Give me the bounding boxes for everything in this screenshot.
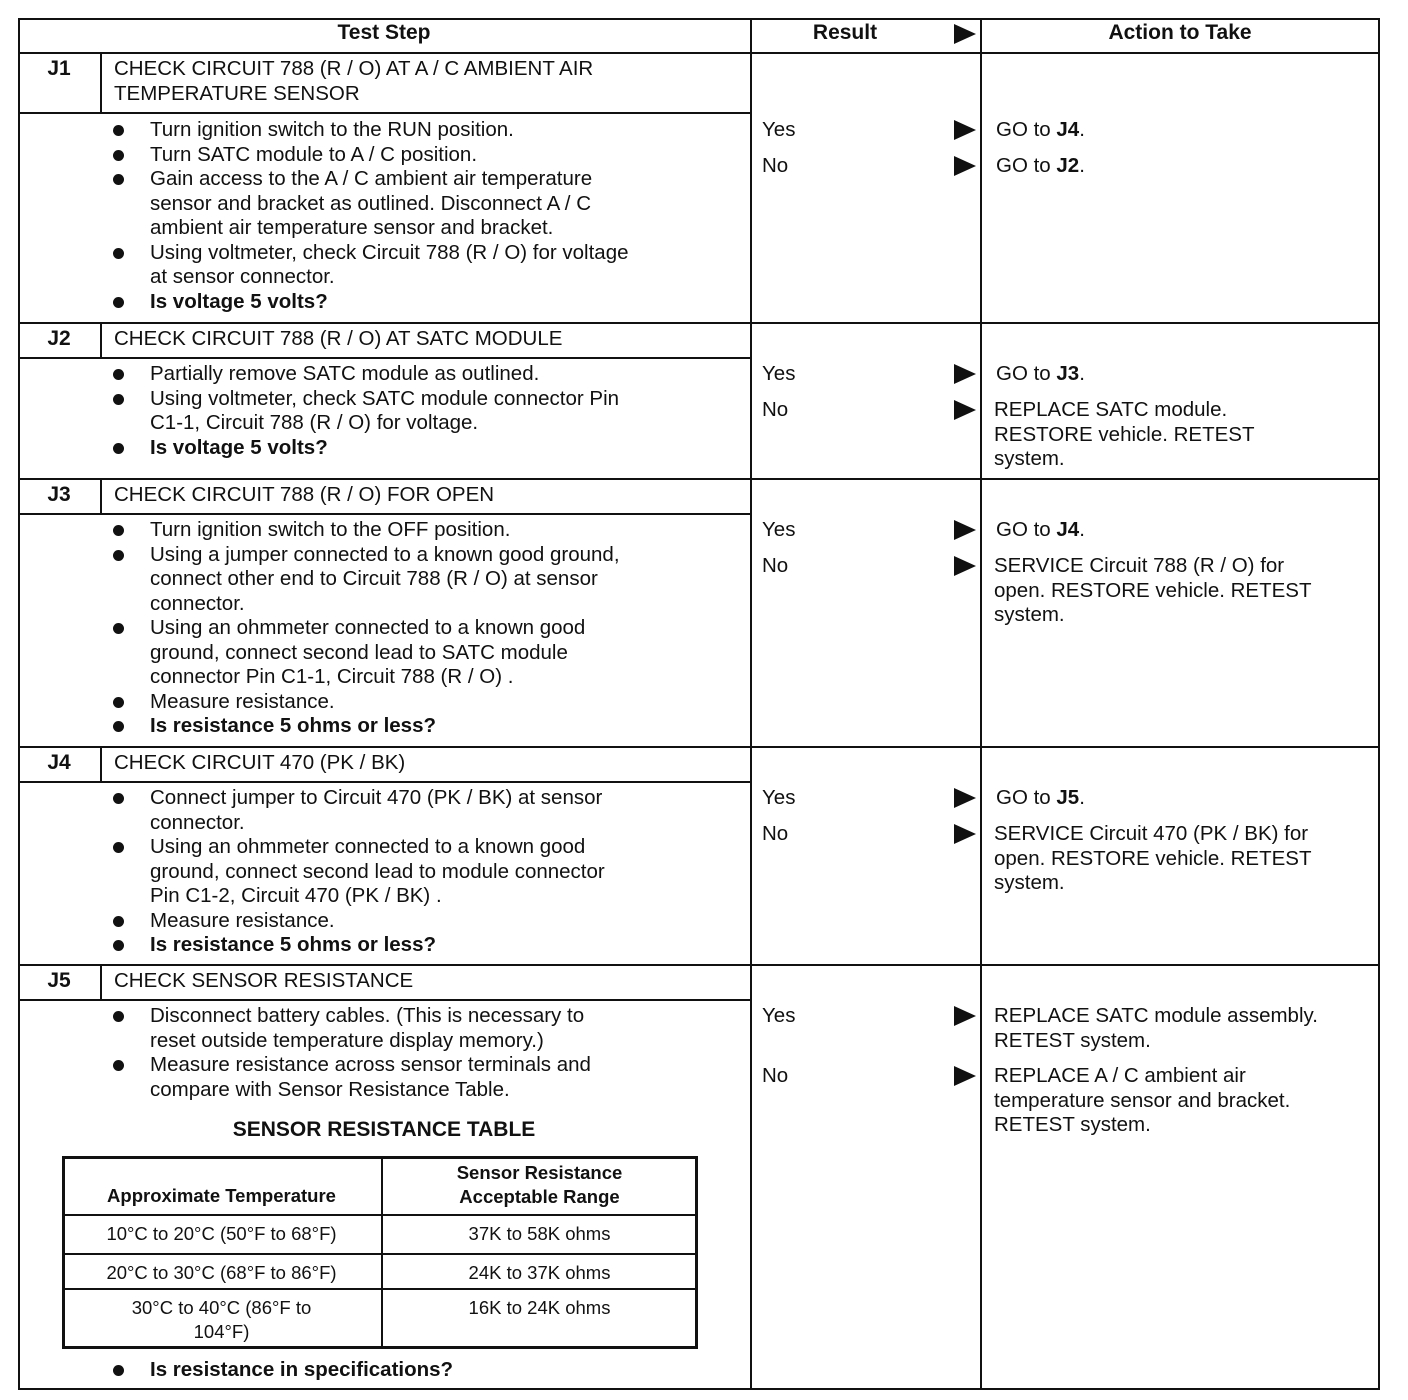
result-arrow-icon bbox=[954, 364, 976, 384]
action-text: GO to bbox=[996, 786, 1057, 809]
result-no: No bbox=[762, 154, 789, 177]
bullet-icon bbox=[113, 297, 124, 308]
instruction-text: connector Pin C1-1, Circuit 788 (R / O) . bbox=[150, 665, 514, 688]
instruction-text: Using voltmeter, check Circuit 788 (R / O) for voltage bbox=[150, 240, 629, 264]
step-title-divider bbox=[18, 781, 750, 783]
instruction-text: Partially remove SATC module as outlined. bbox=[150, 362, 540, 385]
bullet-icon bbox=[113, 793, 124, 804]
question-text: Is resistance in specifications? bbox=[150, 1358, 454, 1381]
column-header-result: Result bbox=[812, 21, 878, 44]
instruction-text: connect other end to Circuit 788 (R / O) at sensor bbox=[150, 567, 598, 590]
step-title-divider bbox=[18, 513, 750, 515]
instruction-text: ground, connect second lead to module connector bbox=[150, 859, 605, 883]
instruction-text: connector. bbox=[150, 591, 245, 615]
action-text: . bbox=[1079, 154, 1085, 177]
resistance-table-border-top bbox=[62, 1156, 698, 1159]
result-yes: Yes bbox=[762, 362, 796, 385]
instruction-text: ambient air temperature sensor and bracket. bbox=[150, 216, 554, 239]
section-divider bbox=[18, 964, 1380, 966]
table-right-border bbox=[1378, 18, 1380, 1390]
resistance-table-cell-temperature: 20°C to 30°C (68°F to 86°F) bbox=[106, 1262, 337, 1283]
action-text: RESTORE vehicle. RETEST bbox=[994, 422, 1255, 446]
step-title-divider bbox=[18, 112, 750, 114]
resistance-table-header-temperature: Approximate Temperature bbox=[107, 1185, 336, 1206]
step-title: CHECK CIRCUIT 788 (R / O) AT SATC MODULE bbox=[114, 327, 563, 350]
action-text: . bbox=[1079, 518, 1085, 541]
bullet-icon bbox=[113, 1060, 124, 1071]
bullet-icon bbox=[113, 697, 124, 708]
resistance-table-row-divider bbox=[62, 1288, 698, 1290]
section-divider bbox=[18, 478, 1380, 480]
bullet-icon bbox=[113, 443, 124, 454]
step-id-divider bbox=[100, 746, 102, 781]
step-title: CHECK CIRCUIT 470 (PK / BK) bbox=[114, 751, 406, 774]
resistance-table-cell-range: 24K to 37K ohms bbox=[468, 1262, 611, 1283]
instruction-text: Using an ohmmeter connected to a known good bbox=[150, 835, 586, 858]
action-target-step: J5 bbox=[1056, 786, 1080, 809]
step-title-divider bbox=[18, 357, 750, 359]
bullet-icon bbox=[113, 1365, 124, 1376]
instruction-text: Connect jumper to Circuit 470 (PK / BK) at sensor bbox=[150, 786, 603, 809]
result-arrow-icon bbox=[954, 788, 976, 808]
result-yes: Yes bbox=[762, 786, 796, 809]
bullet-icon bbox=[113, 248, 124, 259]
bullet-icon bbox=[113, 623, 124, 634]
result-arrow-icon bbox=[954, 1066, 976, 1086]
resistance-table-header-range: Acceptable Range bbox=[459, 1186, 620, 1207]
action-text: system. bbox=[994, 603, 1065, 626]
action-text: RETEST system. bbox=[994, 1028, 1151, 1052]
bullet-icon bbox=[113, 550, 124, 561]
action-text: system. bbox=[994, 871, 1065, 894]
step-id: J5 bbox=[47, 969, 71, 992]
action-text: GO to bbox=[996, 362, 1057, 385]
result-no: No bbox=[762, 1064, 789, 1087]
result-arrow-icon bbox=[954, 24, 976, 44]
action-text: temperature sensor and bracket. bbox=[994, 1088, 1291, 1112]
step-id: J1 bbox=[47, 57, 71, 80]
result-yes: Yes bbox=[762, 518, 796, 541]
bullet-icon bbox=[113, 1011, 124, 1022]
section-divider bbox=[18, 746, 1380, 748]
result-arrow-icon bbox=[954, 156, 976, 176]
bullet-icon bbox=[113, 174, 124, 185]
result-arrow-icon bbox=[954, 400, 976, 420]
resistance-table-title: SENSOR RESISTANCE TABLE bbox=[232, 1118, 536, 1141]
column-divider-result bbox=[750, 18, 752, 1390]
instruction-text: reset outside temperature display memory.) bbox=[150, 1028, 544, 1052]
question-text: Is resistance 5 ohms or less? bbox=[150, 933, 436, 956]
section-divider bbox=[18, 322, 1380, 324]
resistance-table-cell-temperature: 30°C to 40°C (86°F to bbox=[131, 1297, 312, 1318]
action-target-step: J4 bbox=[1056, 118, 1080, 141]
resistance-table-header-range: Sensor Resistance bbox=[456, 1162, 623, 1183]
step-id: J4 bbox=[47, 751, 71, 774]
instruction-text: Gain access to the A / C ambient air temperature bbox=[150, 167, 593, 190]
action-text: open. RESTORE vehicle. RETEST bbox=[994, 578, 1312, 602]
action-goto bbox=[996, 518, 1085, 543]
header-bottom-border bbox=[18, 52, 1380, 54]
column-header-test-step: Test Step bbox=[337, 21, 431, 44]
bullet-icon bbox=[113, 525, 124, 536]
table-left-border bbox=[18, 18, 20, 1390]
result-no: No bbox=[762, 822, 789, 845]
bullet-icon bbox=[113, 394, 124, 405]
result-arrow-icon bbox=[954, 520, 976, 540]
step-title: CHECK CIRCUIT 788 (R / O) AT A / C AMBIENT AIR bbox=[114, 57, 594, 80]
instruction-text: compare with Sensor Resistance Table. bbox=[150, 1077, 510, 1101]
question-text: Is voltage 5 volts? bbox=[150, 289, 328, 313]
action-target-step: J3 bbox=[1056, 362, 1080, 385]
bullet-icon bbox=[113, 940, 124, 951]
step-title: CHECK CIRCUIT 788 (R / O) FOR OPEN bbox=[114, 483, 495, 506]
question-text: Is resistance 5 ohms or less? bbox=[150, 714, 436, 737]
step-id-divider bbox=[100, 478, 102, 513]
result-no: No bbox=[762, 554, 789, 577]
resistance-table-row-divider bbox=[62, 1253, 698, 1255]
action-text: open. RESTORE vehicle. RETEST bbox=[994, 846, 1312, 870]
instruction-text: at sensor connector. bbox=[150, 265, 335, 288]
bullet-icon bbox=[113, 842, 124, 853]
bullet-icon bbox=[113, 150, 124, 161]
instruction-text: Using an ohmmeter connected to a known good bbox=[150, 616, 586, 639]
instruction-text: connector. bbox=[150, 810, 245, 834]
resistance-table-cell-temperature: 104°F) bbox=[193, 1321, 250, 1342]
resistance-table-cell-range: 16K to 24K ohms bbox=[468, 1297, 611, 1318]
action-text: REPLACE A / C ambient air bbox=[994, 1064, 1246, 1087]
instruction-text: Using a jumper connected to a known good ground, bbox=[150, 542, 620, 566]
instruction-text: Measure resistance across sensor terminals and bbox=[150, 1053, 591, 1076]
bullet-icon bbox=[113, 721, 124, 732]
action-goto bbox=[996, 118, 1085, 143]
result-arrow-icon bbox=[954, 120, 976, 140]
step-title-divider bbox=[18, 999, 750, 1001]
bullet-icon bbox=[113, 916, 124, 927]
step-title: TEMPERATURE SENSOR bbox=[114, 81, 360, 105]
instruction-text: Measure resistance. bbox=[150, 689, 335, 713]
bullet-icon bbox=[113, 369, 124, 380]
result-yes: Yes bbox=[762, 118, 796, 141]
step-title: CHECK SENSOR RESISTANCE bbox=[114, 969, 414, 992]
resistance-table-border-bottom bbox=[62, 1346, 698, 1349]
result-no: No bbox=[762, 398, 789, 421]
action-goto bbox=[996, 786, 1085, 811]
action-text: GO to bbox=[996, 518, 1057, 541]
question-text: Is voltage 5 volts? bbox=[150, 435, 328, 459]
action-target-step: J4 bbox=[1056, 518, 1080, 541]
result-arrow-icon bbox=[954, 1006, 976, 1026]
step-id-divider bbox=[100, 964, 102, 999]
instruction-text: ground, connect second lead to SATC module bbox=[150, 640, 568, 664]
instruction-text: Using voltmeter, check SATC module connector Pin bbox=[150, 386, 620, 410]
resistance-table-cell-temperature: 10°C to 20°C (50°F to 68°F) bbox=[106, 1223, 337, 1244]
column-header-action: Action to Take bbox=[1108, 21, 1252, 44]
table-bottom-border bbox=[18, 1388, 1380, 1390]
action-goto bbox=[996, 362, 1085, 387]
resistance-table-cell-range: 37K to 58K ohms bbox=[468, 1223, 611, 1244]
instruction-text: Turn ignition switch to the RUN position. bbox=[150, 118, 514, 141]
column-divider-action bbox=[980, 18, 982, 1390]
bullet-icon bbox=[113, 125, 124, 136]
step-id: J3 bbox=[47, 483, 71, 506]
action-target-step: J2 bbox=[1056, 154, 1080, 177]
action-text: system. bbox=[994, 447, 1065, 470]
result-arrow-icon bbox=[954, 824, 976, 844]
action-text: RETEST system. bbox=[994, 1113, 1151, 1136]
table-top-border bbox=[18, 18, 1380, 20]
step-id: J2 bbox=[47, 327, 71, 350]
result-arrow-icon bbox=[954, 556, 976, 576]
instruction-text: Measure resistance. bbox=[150, 908, 335, 932]
step-id-divider bbox=[100, 52, 102, 112]
action-text: SERVICE Circuit 470 (PK / BK) for bbox=[994, 822, 1309, 845]
action-text: SERVICE Circuit 788 (R / O) for bbox=[994, 554, 1285, 577]
result-yes: Yes bbox=[762, 1004, 796, 1027]
instruction-text: sensor and bracket as outlined. Disconnect A / C bbox=[150, 191, 592, 215]
instruction-text: Pin C1-2, Circuit 470 (PK / BK) . bbox=[150, 884, 442, 907]
instruction-text: Disconnect battery cables. (This is necessary to bbox=[150, 1004, 585, 1027]
action-text: . bbox=[1079, 362, 1085, 385]
action-text: GO to bbox=[996, 118, 1057, 141]
action-text: REPLACE SATC module. bbox=[994, 398, 1228, 421]
step-id-divider bbox=[100, 322, 102, 357]
instruction-text: Turn SATC module to A / C position. bbox=[150, 142, 478, 166]
action-text: . bbox=[1079, 118, 1085, 141]
action-text: . bbox=[1079, 786, 1085, 809]
action-goto bbox=[996, 154, 1085, 179]
instruction-text: Turn ignition switch to the OFF position. bbox=[150, 518, 511, 541]
action-text: REPLACE SATC module assembly. bbox=[994, 1004, 1318, 1027]
resistance-table-row-divider bbox=[62, 1214, 698, 1216]
instruction-text: C1-1, Circuit 788 (R / O) for voltage. bbox=[150, 411, 479, 434]
action-text: GO to bbox=[996, 154, 1057, 177]
